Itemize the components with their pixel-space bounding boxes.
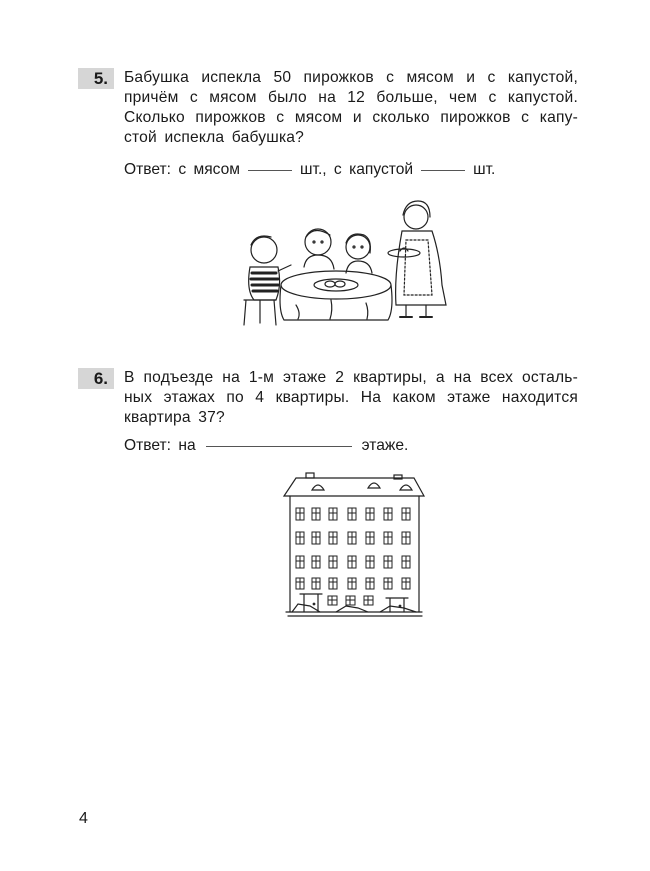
answer-prefix: Ответ: на bbox=[124, 437, 196, 454]
task-number-badge: 5. bbox=[78, 68, 114, 89]
answer-blank-cabbage[interactable] bbox=[421, 169, 465, 171]
task-line: Сколько пирожков с мясом и сколько пирожков с капу- bbox=[124, 109, 578, 126]
answer-suffix: шт. bbox=[473, 161, 496, 178]
task-line: причём с мясом было на 12 больше, чем с капустой. bbox=[124, 89, 578, 106]
task-line: ных этажах по 4 квартиры. На каком этаже находится bbox=[124, 389, 578, 406]
task-text bbox=[124, 68, 578, 148]
grandmother-children-illustration bbox=[236, 195, 466, 335]
task-line: Бабушка испекла 50 пирожков с мясом и с капустой, bbox=[124, 69, 578, 86]
answer-suffix: этаже. bbox=[361, 437, 409, 454]
page-number: 4 bbox=[79, 810, 88, 827]
answer-line bbox=[124, 436, 578, 456]
task-5 bbox=[78, 68, 578, 180]
task-line: стой испекла бабушка? bbox=[124, 129, 305, 146]
task-number-badge: 6. bbox=[78, 368, 114, 389]
task-line: квартира 37? bbox=[124, 409, 225, 426]
answer-blank-floor[interactable] bbox=[206, 445, 352, 447]
task-6 bbox=[78, 368, 578, 456]
answer-line bbox=[124, 160, 578, 180]
task-line: В подъезде на 1-м этаже 2 квартиры, а на всех осталь- bbox=[124, 369, 578, 386]
task-text bbox=[124, 368, 578, 428]
apartment-building-illustration bbox=[276, 470, 426, 620]
answer-blank-meat[interactable] bbox=[248, 169, 292, 171]
answer-middle: шт., с капустой bbox=[300, 161, 414, 178]
answer-prefix: Ответ: с мясом bbox=[124, 161, 241, 178]
